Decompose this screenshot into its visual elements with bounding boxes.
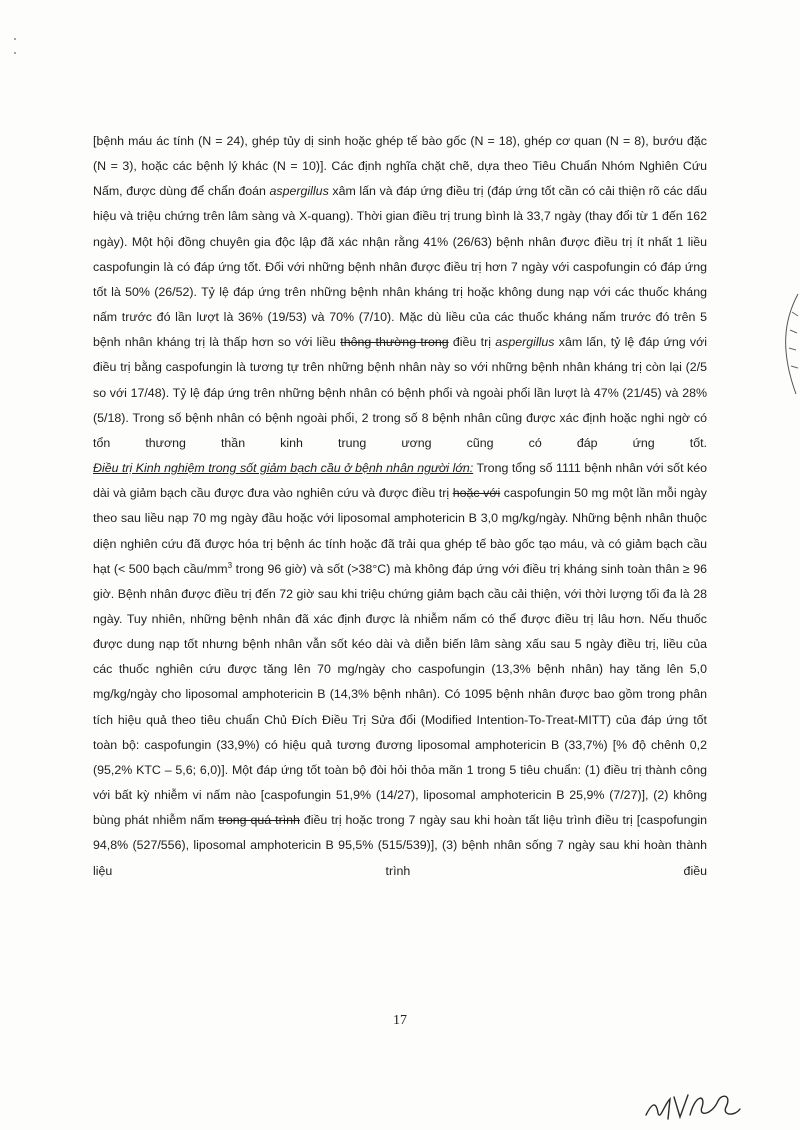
scan-speck — [14, 52, 16, 54]
page-number: 17 — [393, 1013, 407, 1028]
signature-initials — [640, 1085, 750, 1125]
text-run: [bệnh máu ác tính (N = 24), ghép tủy dị sinh hoặc ghép tế bào gốc (N = 18), ghép cơ quan (N = 8), bướu đặc (N = 3), hoặc các bệnh lý khác (N = 10)]. Các định nghĩa chặt chẽ, dựa theo Tiêu Chuẩn Nhóm Nghiên Cứu Nấm, được dùng để chẩn đoán — [93, 134, 707, 199]
text-run: xâm lấn, tỷ lệ đáp ứng với điều trị bằng caspofungin là tương tự trên những bệnh nhân này so với những bệnh nhân kháng trị còn lại (2/5 so với 17/48). Tỷ lệ đáp ứng trên những bệnh nhân có bệnh phổi và ngoài phổi lần lượt là 47% (21/45) và 28% (5/18). Trong số bệnh nhân có bệnh ngoài phổi, 2 trong số 8 bệnh nhân cũng được xác định hoặc nghi ngờ có tổn thương thần kinh trung ương cũng có đáp ứng tốt. — [93, 335, 708, 450]
text-run: liều — [316, 335, 336, 350]
body-text — [93, 129, 707, 884]
struck-text: thông thường trong — [340, 335, 449, 350]
scan-speck — [14, 38, 16, 40]
text-run: điều trị hoặc trong 7 ngày sau khi hoàn tất liệu trình điều trị [caspofungin 94,8% (527/556), liposomal amphotericin B 95,5% (515/539)], (3) bệnh nhân sống 7 ngày sau khi hoàn thành liệu trình điều — [93, 813, 708, 878]
struck-text: trong quá trình — [218, 813, 300, 828]
struck-text: hoặc với — [452, 486, 501, 501]
italic-term: aspergillus — [495, 335, 555, 350]
stamp-fragment — [770, 290, 800, 400]
paragraph-empirical-therapy — [93, 456, 707, 884]
italic-term: aspergillus — [269, 184, 329, 199]
text-run: trong 96 giờ) và sốt (>38°C) mà không đáp ứng với điều trị kháng sinh toàn thân ≥ 96 giờ. Bệnh nhân được điều trị đến 72 giờ sau khi triệu chứng giảm bạch cầu cải thiện, với thời lượng tối đa là 28 ngày. Tuy nhiên, những bệnh nhân đã xác định được là nhiễm nấm có thể được điều trị lâu hơn. Nếu thuốc được dung nạp tốt nhưng bệnh nhân vẫn sốt kéo dài và diễn biến lâm sàng xấu sau 5 ngày điều trị, liều của các thuốc nghiên cứu được tăng lên 70 mg/ngày cho caspofungin (13,3% bệnh nhân) hay tăng lên 5,0 mg/kg/ngày cho liposomal amphotericin B (14,3% bệnh nhân). Có 1095 bệnh nhân được bao gồm trong phân tích hiệu quả theo tiêu chuẩn Chủ Đích Điều Trị Sửa đổi (Modified Intention-To-Treat-MITT) của đáp ứng tốt toàn bộ: caspofungin (33,9%) có hiệu quả tương đương liposomal amphotericin B (33,7%) [% độ chênh 0,2 (95,2% KTC – 5,6; 6,0)]. Một đáp ứng tốt toàn bộ đòi hỏi thỏa mãn 1 trong 5 tiêu chuẩn: (1) điều trị thành công với bất kỳ nhiễm vi nấm nào [caspofungin 51,9% (14/27), liposomal amphotericin B 25,9% (7/27)], (2) không bùng phát nhiễm nấm — [93, 561, 707, 828]
text-run: xâm lấn và đáp ứng điều trị (đáp ứng tốt cần có cải thiện rõ các dấu hiệu và triệu chứng trên lâm sàng và X-quang). Thời gian điều trị trung bình là 33,7 ngày (thay đổi từ 1 đến 162 ngày). Một hội đồng chuyên gia độc lập đã xác nhận rằng 41% (26/63) bệnh nhân được điều trị ít nhất 1 liều caspofungin là có đáp ứng tốt. Đối với những bệnh nhân được điều trị hơn 7 ngày với caspofungin có đáp ứng tốt là 50% (26/52). Tỷ lệ đáp ứng trên những bệnh nhân kháng trị hoặc không dung nạp với các thuốc kháng nấm trước đó lần lượt là 36% (19/53) và 70% (7/10). Mặc dù liều của các thuốc kháng nấm trước đó trên 5 bệnh nhân kháng trị là thấp hơn so với — [93, 184, 707, 350]
text-run: Trong tổng số 1111 bệnh nhân với sốt kéo dài và giảm bạch cầu được đưa vào nghiên cứu và được điều trị — [93, 461, 707, 501]
text-run: điều trị — [448, 335, 496, 350]
superscript: 3 — [227, 560, 233, 570]
paragraph-aspergillus-results — [93, 129, 707, 456]
text-run: caspofungin 50 mg một lần mỗi ngày theo sau liều nạp 70 mg ngày đầu hoặc với liposomal amphotericin B 3,0 mg/kg/ngày. Những bệnh nhân thuộc diện nghiên cứu đã được hóa trị bệnh ác tính hoặc đã trải qua ghép tế bào gốc tạo máu, và có giảm bạch cầu hạt (< 500 bạch cầu/mm — [93, 486, 707, 576]
section-heading: Điều trị Kinh nghiệm trong sốt giảm bạch cầu ở bệnh nhân người lớn: — [93, 461, 474, 476]
